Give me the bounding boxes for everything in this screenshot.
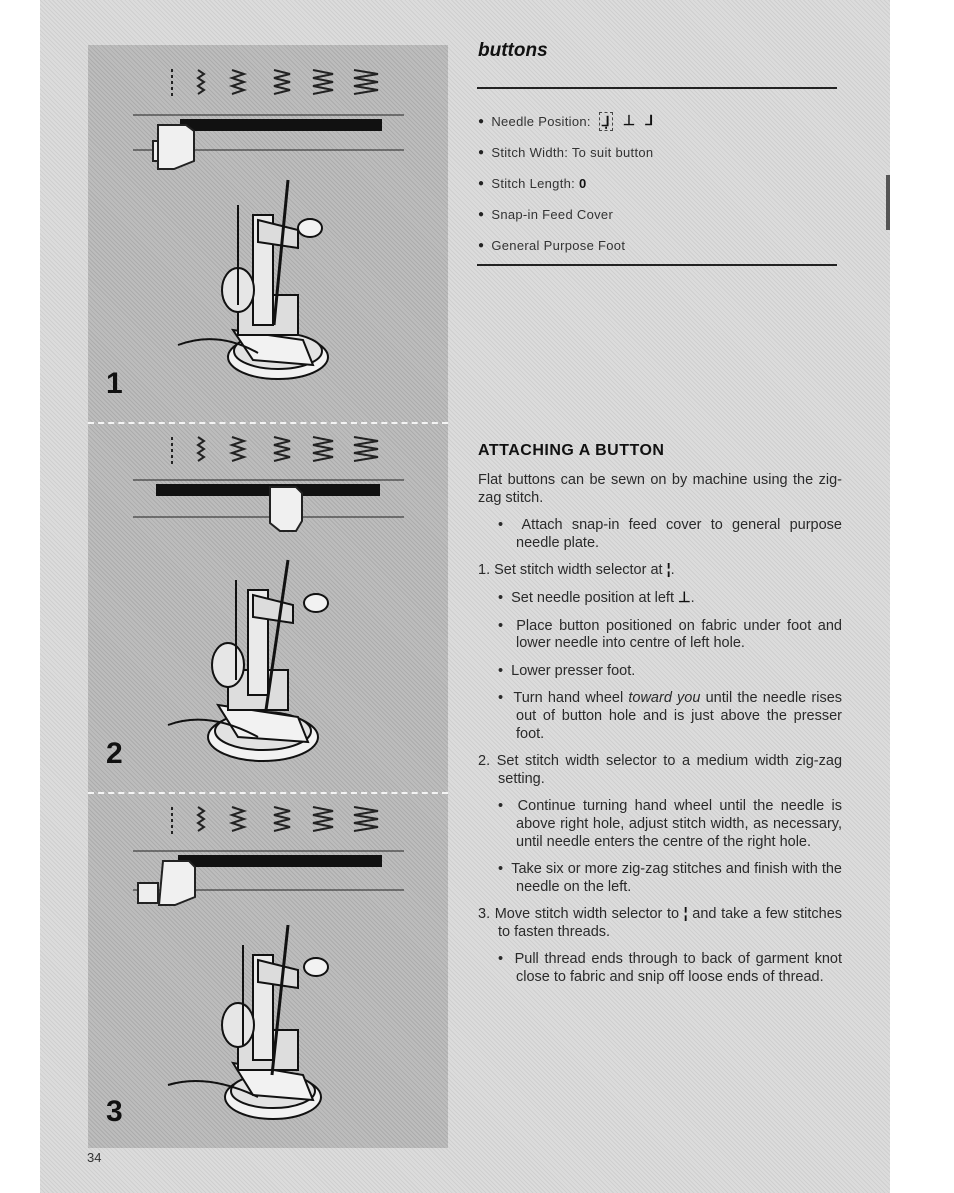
- setting-stitch-length: [478, 168, 838, 199]
- setting-label: General Purpose Foot: [491, 238, 626, 253]
- step-number: 3.: [478, 906, 491, 923]
- setting-label: Stitch Length:: [491, 176, 576, 191]
- instruction-bullet: • Set needle position at left ⊥.: [498, 589, 695, 606]
- setting-label: Needle Position:: [491, 114, 591, 129]
- instruction-bullet: • Attach snap-in feed cover to general purpose needle plate.: [498, 517, 842, 551]
- step-number-3: 3: [106, 1095, 123, 1128]
- instructions-body: [478, 472, 842, 997]
- bullet-text: Place button positioned on fabric under foot and lower needle into centre of left hole.: [516, 617, 842, 652]
- page-number: 34: [87, 1150, 102, 1165]
- setting-value: 0: [579, 176, 587, 191]
- panel-divider: [88, 792, 448, 794]
- needle-left-icon: ⅃̣: [599, 112, 613, 131]
- panel-divider: [88, 422, 448, 424]
- bullet-icon: ●: [478, 209, 485, 220]
- bullet-text: until the needle rises out of button hole and is just above the presser foot.: [516, 690, 843, 742]
- section-heading: ATTACHING A BUTTON: [478, 442, 665, 459]
- illustration-column: [88, 45, 448, 1148]
- step-number-2: 2: [106, 737, 123, 770]
- bullet-text: Attach snap-in feed cover to general purpose needle plate.: [516, 517, 842, 551]
- instruction-bullet: • Pull thread ends through to back of garment knot close to fabric and snip off loose ends of thread.: [498, 951, 842, 986]
- setting-label: Stitch Width: To suit button: [491, 145, 654, 160]
- step-text: Set stitch width selector to a medium width zig-zag setting.: [496, 753, 843, 787]
- bullet-text: Set needle position at left: [511, 589, 674, 606]
- instruction-bullet: • Place button positioned on fabric under foot and lower needle into centre of left hole.: [498, 617, 842, 652]
- illustration-panel-3: [88, 795, 448, 1148]
- stitch-diagram-2: [88, 425, 448, 790]
- needle-position-icons: [599, 112, 654, 131]
- bullet-icon: ●: [478, 147, 485, 158]
- step-text: Set stitch width selector at: [494, 562, 663, 579]
- bullet-icon: ●: [478, 178, 485, 189]
- setting-label: Snap-in Feed Cover: [491, 207, 614, 222]
- instruction-bullet: • Take six or more zig-zag stitches and finish with the needle on the left.: [498, 861, 842, 895]
- step-text: Move stitch width selector to: [494, 906, 680, 923]
- settings-list: [478, 106, 838, 261]
- needle-left-icon: ⊥: [678, 589, 691, 606]
- stitch-width-straight-icon: ¦: [666, 562, 671, 579]
- stitch-diagram-1: [88, 45, 448, 420]
- setting-stitch-width: [478, 137, 838, 168]
- top-rule: [477, 87, 837, 89]
- step-number-1: 1: [106, 367, 123, 400]
- page-edge-mark: [886, 175, 890, 230]
- instruction-bullet: • Lower presser foot.: [498, 662, 636, 679]
- step-text: and take a few stitches to fasten threads.: [498, 906, 843, 940]
- bottom-rule: [477, 264, 837, 266]
- bullet-icon: ●: [478, 116, 485, 127]
- bullet-text: Continue turning hand wheel until the needle is above right hole, adjust stitch width, as necessary, until needle enters the centre of the right hole.: [516, 798, 842, 850]
- illustration-panel-1: [88, 45, 448, 420]
- emphasis-text: toward you: [628, 690, 701, 707]
- numbered-step-2: [478, 753, 842, 788]
- bullet-text: Lower presser foot.: [511, 662, 636, 679]
- page-title: buttons: [478, 40, 548, 61]
- bullet-text: Take six or more zig-zag stitches and finish with the needle on the left.: [511, 861, 842, 895]
- step-number: 1.: [478, 562, 491, 579]
- bullet-text: Turn hand wheel: [513, 690, 624, 707]
- bullet-icon: ●: [478, 240, 485, 251]
- needle-right-icon: ⅃: [645, 112, 654, 128]
- numbered-step-1: 1. Set stitch width selector at ¦.: [478, 562, 675, 579]
- intro-paragraph: Flat buttons can be sewn on by machine using the zig-zag stitch.: [478, 472, 842, 506]
- bullet-text: Pull thread ends through to back of garment knot close to fabric and snip off loose ends of thread.: [514, 951, 842, 986]
- illustration-panel-2: [88, 425, 448, 790]
- stitch-diagram-3: [88, 795, 448, 1148]
- setting-foot: [478, 230, 838, 261]
- numbered-step-3: [478, 906, 842, 941]
- stitch-width-straight-icon: ¦: [683, 906, 688, 923]
- step-number: 2.: [478, 753, 491, 770]
- instruction-bullet: • Turn hand wheel toward you until the needle rises out of button hole and is just above the presser foot.: [498, 690, 843, 742]
- needle-center-icon: ⊥: [622, 112, 636, 128]
- setting-feed-cover: [478, 199, 838, 230]
- setting-needle-position: [478, 106, 838, 137]
- instruction-bullet: • Continue turning hand wheel until the needle is above right hole, adjust stitch width, as necessary, until needle enters the centre of the right hole.: [498, 798, 842, 850]
